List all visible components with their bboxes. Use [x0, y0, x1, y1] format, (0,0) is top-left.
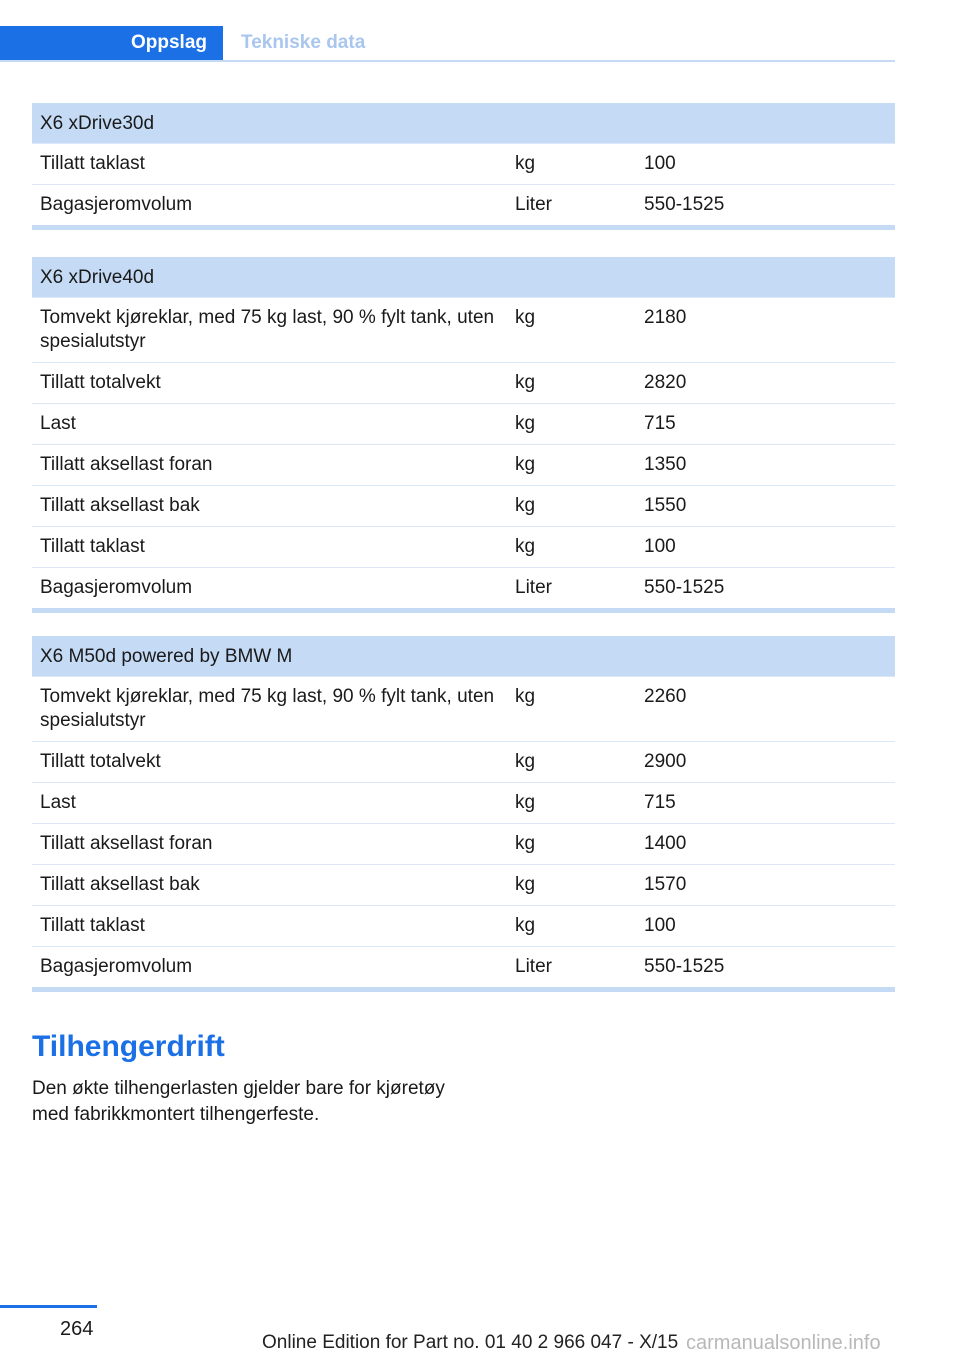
section-title: Tilhengerdrift: [32, 1030, 225, 1063]
row-value: 2820: [644, 372, 687, 393]
table-row: [32, 403, 895, 444]
table-title: X6 xDrive30d: [32, 103, 895, 143]
row-unit: kg: [515, 413, 536, 434]
row-unit: kg: [515, 495, 536, 516]
row-unit: kg: [515, 915, 536, 936]
row-label: Tomvekt kjøreklar, med 75 kg last, 90 % fylt tank, uten spesialutstyr: [40, 307, 495, 352]
table-row: [32, 485, 895, 526]
row-label: Tillatt taklast: [40, 915, 145, 936]
table-title: X6 xDrive40d: [32, 257, 895, 297]
table-row: [32, 782, 895, 823]
table-row: [32, 823, 895, 864]
table-row: [32, 946, 895, 987]
table-row: [32, 864, 895, 905]
row-unit: kg: [515, 751, 536, 772]
row-value: 2180: [644, 307, 687, 328]
page-number: 264: [60, 1318, 94, 1340]
table-title: X6 M50d powered by BMW M: [32, 636, 895, 676]
table-row: [32, 297, 895, 362]
row-value: 550‐1525: [644, 194, 725, 215]
table-row: [32, 362, 895, 403]
row-label: Tillatt aksellast bak: [40, 874, 200, 895]
table-row: [32, 184, 895, 225]
row-label: Tillatt totalvekt: [40, 751, 161, 772]
page-number-rule: [0, 1305, 97, 1308]
row-unit: kg: [515, 874, 536, 895]
row-value: 2260: [644, 686, 687, 707]
section-body: Den økte tilhengerlasten gjelder bare for kjøretøy med fabrikkmontert tilhengerfeste.: [32, 1078, 445, 1125]
row-label: Tillatt aksellast foran: [40, 833, 213, 854]
table-row: [32, 143, 895, 184]
row-value: 1400: [644, 833, 687, 854]
row-unit: kg: [515, 454, 536, 475]
watermark: carmanualsonline.info: [686, 1332, 881, 1354]
tab-oppslag[interactable]: Oppslag: [0, 26, 223, 60]
table-row: [32, 905, 895, 946]
spec-table-xdrive40d: [32, 257, 895, 613]
row-value: 1550: [644, 495, 687, 516]
row-unit: kg: [515, 536, 536, 557]
edition-text: Online Edition for Part no. 01 40 2 966 047 - X/15: [262, 1332, 679, 1353]
row-label: Tillatt aksellast foran: [40, 454, 213, 475]
row-label: Tillatt taklast: [40, 536, 145, 557]
row-value: 715: [644, 413, 676, 434]
row-value: 715: [644, 792, 676, 813]
page-header: [0, 26, 895, 62]
table-row: [32, 526, 895, 567]
row-value: 2900: [644, 751, 687, 772]
row-value: 550‐1525: [644, 577, 725, 598]
row-value: 100: [644, 915, 676, 936]
tab-tekniske-data[interactable]: Tekniske data: [241, 32, 366, 53]
row-label: Tillatt totalvekt: [40, 372, 161, 393]
table-row: [32, 741, 895, 782]
row-value: 550‐1525: [644, 956, 725, 977]
row-unit: kg: [515, 792, 536, 813]
spec-table-xdrive30d: [32, 103, 895, 230]
row-label: Bagasjeromvolum: [40, 956, 193, 977]
row-value: 1570: [644, 874, 687, 895]
table-row: [32, 444, 895, 485]
row-label: Tillatt aksellast bak: [40, 495, 200, 516]
row-unit: kg: [515, 686, 536, 707]
row-label: Bagasjeromvolum: [40, 577, 193, 598]
row-label: Tomvekt kjøreklar, med 75 kg last, 90 % fylt tank, uten spesialutstyr: [40, 686, 495, 731]
row-label: Tillatt taklast: [40, 153, 145, 174]
row-value: 100: [644, 536, 676, 557]
spec-table-m50d: [32, 636, 895, 992]
row-unit: Liter: [515, 577, 552, 598]
row-label: Last: [40, 413, 76, 434]
row-unit: Liter: [515, 956, 552, 977]
row-value: 1350: [644, 454, 687, 475]
row-unit: kg: [515, 833, 536, 854]
row-label: Bagasjeromvolum: [40, 194, 193, 215]
row-label: Last: [40, 792, 76, 813]
table-row: [32, 567, 895, 608]
row-value: 100: [644, 153, 676, 174]
table-row: [32, 676, 895, 741]
row-unit: Liter: [515, 194, 552, 215]
row-unit: kg: [515, 153, 536, 174]
row-unit: kg: [515, 372, 536, 393]
row-unit: kg: [515, 307, 536, 328]
